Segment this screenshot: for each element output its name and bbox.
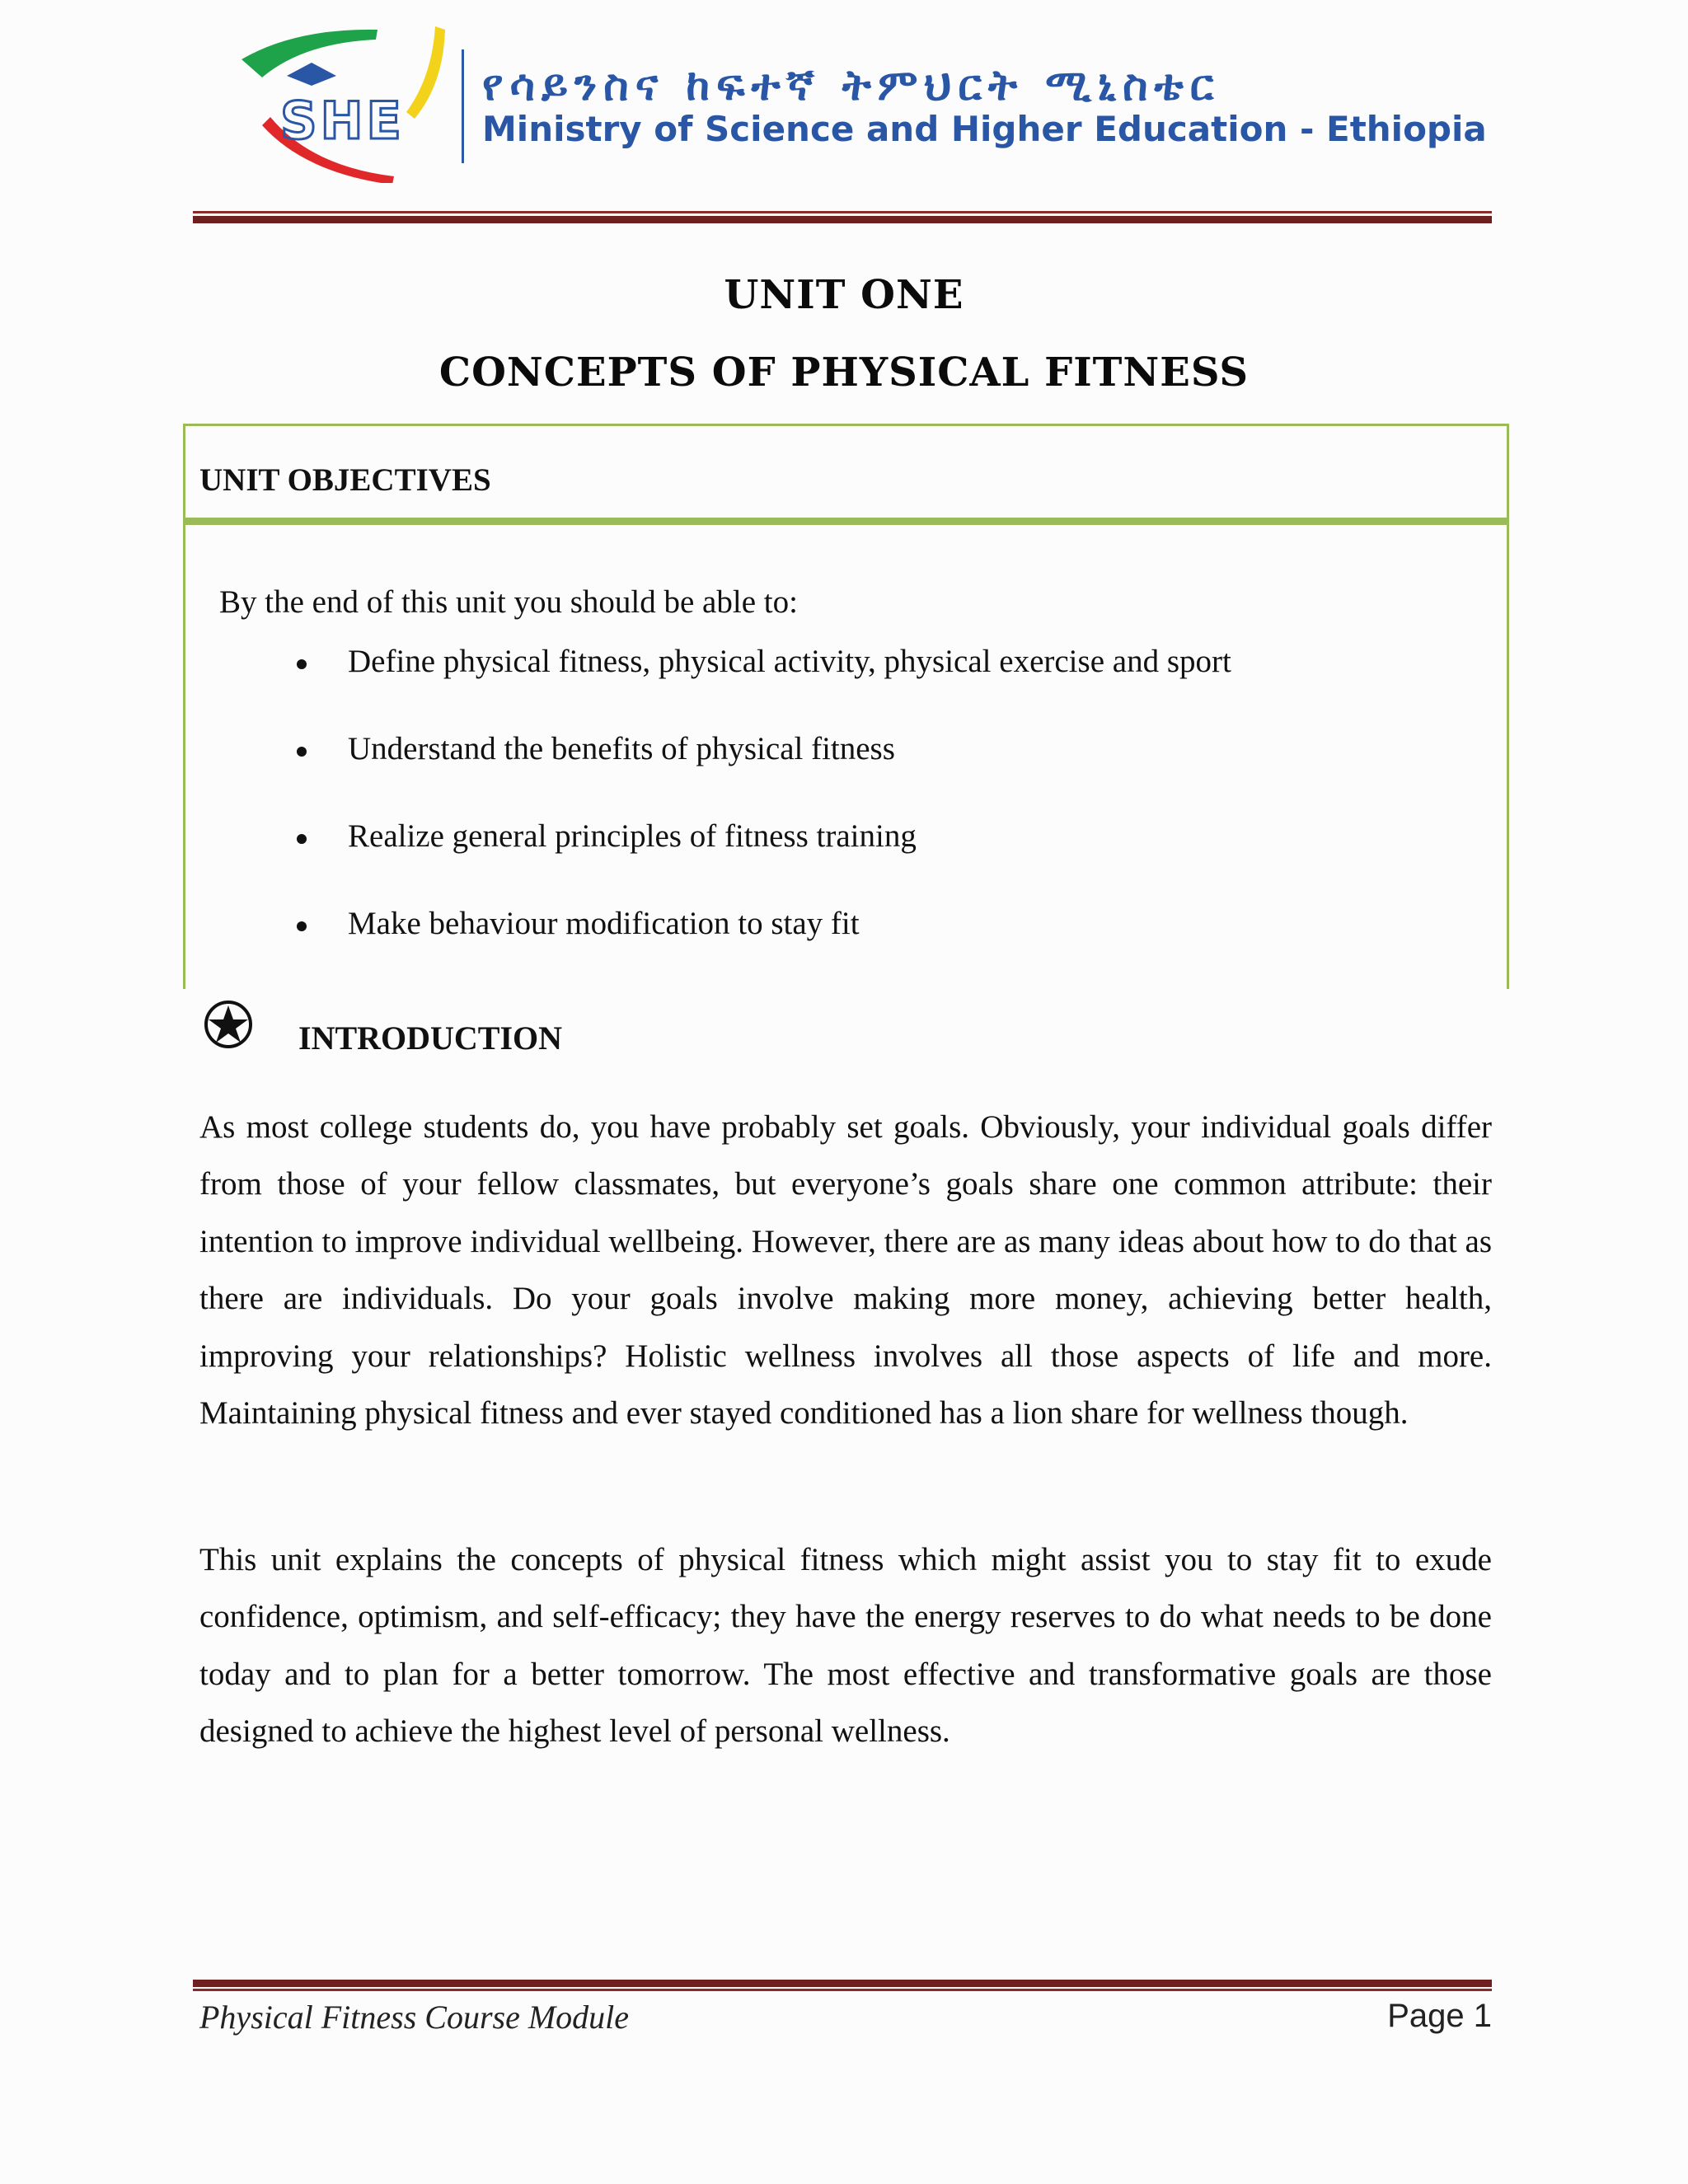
bullet-icon xyxy=(297,921,307,931)
logo-text: SHE xyxy=(280,91,405,151)
objective-item: Realize general principles of fitness training xyxy=(348,818,917,854)
logo-divider xyxy=(462,49,464,163)
she-logo xyxy=(237,26,460,183)
objective-item: Define physical fitness, physical activity, physical exercise and sport xyxy=(348,644,1231,679)
ministry-english-name: Ministry of Science and Higher Education - Ethiopia xyxy=(482,109,1487,149)
objectives-heading: UNIT OBJECTIVES xyxy=(199,462,491,498)
introduction-paragraph: As most college students do, you have probably set goals. Obviously, your individual goals differ from those of your fellow classmates, but everyone’s goals share one common attribute: their intention to improve individual wellbeing. However, there are as many ideas about how to do that as there are individuals. Do your goals involve making more money, achieving better health, improving your relationships? Holistic wellness involves all those aspects of life and more. Maintaining physical fitness and ever stayed conditioned has a lion share for wellness though. xyxy=(199,1109,1492,1432)
footer-rule-thin xyxy=(193,1989,1492,1991)
objectives-lead: By the end of this unit you should be able to: xyxy=(219,584,798,620)
header-rule-thin xyxy=(193,211,1492,213)
star-circle-icon xyxy=(203,999,254,1050)
header-rule-thick xyxy=(193,216,1492,223)
bullet-icon xyxy=(297,747,307,757)
unit-subject-title: CONCEPTS OF PHYSICAL FITNESS xyxy=(438,349,1250,396)
objectives-header-bar xyxy=(183,518,1509,525)
bullet-icon xyxy=(297,659,307,669)
introduction-heading: INTRODUCTION xyxy=(298,1019,563,1057)
ministry-amharic-name: የሳይንስና ከፍተኛ ትምህርት ሚኒስቴር xyxy=(482,61,1221,110)
bullet-icon xyxy=(297,834,307,844)
footer-rule-thick xyxy=(193,1980,1492,1987)
footer-module-name: Physical Fitness Course Module xyxy=(199,1999,630,2036)
footer-page-number: Page 1 xyxy=(1387,1998,1492,2034)
introduction-paragraph: This unit explains the concepts of physical fitness which might assist you to stay fit to exude confidence, optimism, and self-efficacy; they have the energy reserves to do what needs to be done today and to plan for a better tomorrow. The most effective and transformative goals are those designed to achieve the highest level of personal wellness. xyxy=(199,1542,1492,1750)
objective-item: Understand the benefits of physical fitness xyxy=(348,731,895,766)
unit-number-title: UNIT ONE xyxy=(724,272,964,318)
objective-item: Make behaviour modification to stay fit xyxy=(348,906,860,941)
